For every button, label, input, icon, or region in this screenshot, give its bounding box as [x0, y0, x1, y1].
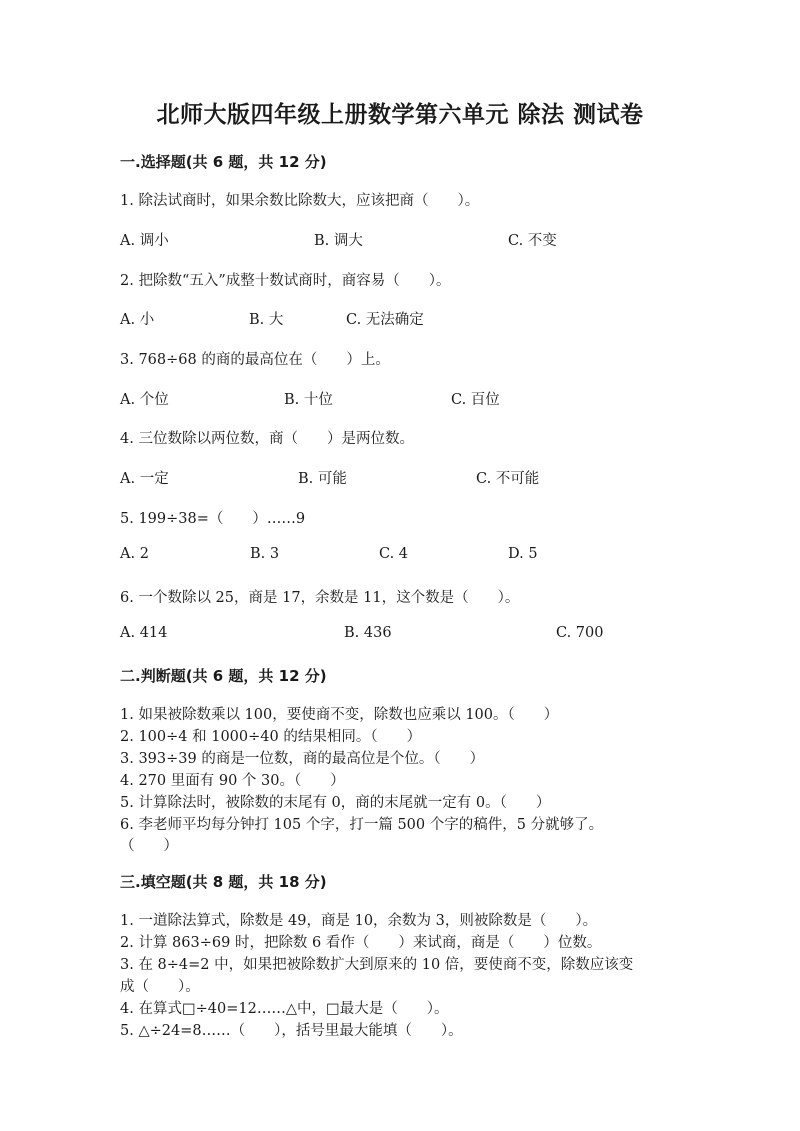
option: A. 414 — [120, 625, 168, 641]
option: A. 小 — [120, 312, 155, 328]
option: A. 个位 — [120, 392, 169, 408]
fill-item: 4. 在算式□÷40=12……△中，□最大是（ ）。 — [120, 1001, 449, 1017]
judge-item: 3. 393÷39 的商是一位数，商的最高位是个位。（ ） — [120, 751, 485, 767]
question-text: 1. 除法试商时，如果余数比除数大，应该把商（ ）。 — [120, 193, 480, 209]
question-text: 5. 199÷38=（ ）……9 — [120, 511, 306, 527]
option: B. 可能 — [298, 471, 347, 487]
option: C. 不变 — [508, 233, 557, 249]
judge-item: 2. 100÷4 和 1000÷40 的结果相同。（ ） — [120, 729, 422, 745]
fill-item: 成（ ）。 — [120, 979, 200, 995]
page-title: 北师大版四年级上册数学第六单元 除法 测试卷 — [156, 102, 644, 128]
question-text: 6. 一个数除以 25，商是 17，余数是 11，这个数是（ ）。 — [120, 590, 520, 606]
option: C. 百位 — [451, 392, 500, 408]
judge-item: 6. 李老师平均每分钟打 105 个字，打一篇 500 个字的稿件，5 分就够了。 — [120, 817, 604, 833]
option: C. 700 — [556, 625, 604, 641]
option: A. 一定 — [120, 471, 169, 487]
section-heading-choice: 一.选择题(共 6 题，共 12 分) — [120, 153, 327, 171]
question-text: 3. 768÷68 的商的最高位在（ ）上。 — [120, 352, 390, 368]
fill-item: 5. △÷24=8……（ ），括号里最大能填（ ）。 — [120, 1023, 463, 1039]
question-text: 2. 把除数“五入”成整十数试商时，商容易（ ）。 — [120, 273, 451, 289]
option: C. 无法确定 — [346, 312, 424, 328]
fill-item: 1. 一道除法算式，除数是 49，商是 10，余数为 3，则被除数是（ ）。 — [120, 913, 598, 929]
judge-item: （ ） — [120, 838, 178, 854]
judge-item: 4. 270 里面有 90 个 30。（ ） — [120, 773, 345, 789]
option: C. 4 — [379, 546, 409, 562]
section-heading-fill: 三.填空题(共 8 题，共 18 分) — [120, 873, 327, 891]
fill-item: 2. 计算 863÷69 时，把除数 6 看作（ ）来试商，商是（ ）位数。 — [120, 935, 602, 951]
question-text: 4. 三位数除以两位数，商（ ）是两位数。 — [120, 431, 414, 447]
option: A. 调小 — [120, 233, 169, 249]
judge-item: 5. 计算除法时，被除数的末尾有 0，商的末尾就一定有 0。（ ） — [120, 795, 551, 811]
option: B. 3 — [250, 546, 280, 562]
option: C. 不可能 — [476, 471, 540, 487]
option: B. 436 — [344, 625, 392, 641]
option: A. 2 — [120, 546, 149, 562]
option: B. 大 — [249, 312, 284, 328]
section-heading-judge: 二.判断题(共 6 题，共 12 分) — [120, 667, 327, 685]
judge-item: 1. 如果被除数乘以 100，要使商不变，除数也应乘以 100。（ ） — [120, 707, 559, 723]
option: D. 5 — [508, 546, 538, 562]
fill-item: 3. 在 8÷4=2 中，如果把被除数扩大到原来的 10 倍，要使商不变，除数应该变 — [120, 957, 634, 973]
option: B. 调大 — [314, 233, 363, 249]
option: B. 十位 — [284, 392, 333, 408]
